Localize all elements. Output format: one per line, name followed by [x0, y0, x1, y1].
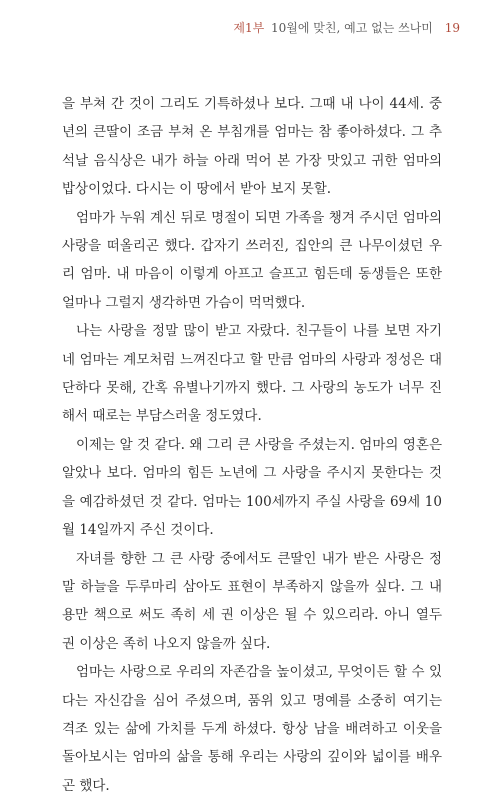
running-header: [233, 20, 460, 36]
paragraph-6: 엄마는 사랑으로 우리의 자존감을 높이셨고, 무엇이든 할 수 있다는 자신감을 심어 주셨으며, 품위 있고 명예를 소중히 여기는 격조 있는 삶에 가치를 두게 하셨다. 항상 남을 배려하고 이웃을 돌아보시는 엄마의 삶을 통해 우리는 사랑의 깊이와 넓이를 배우곤 했다.: [62, 664, 442, 794]
paragraph-1: 을 부쳐 간 것이 그리도 기특하셨나 보다. 그때 내 나이 44세. 중년의 큰딸이 조금 부쳐 온 부침개를 엄마는 참 좋아하셨다. 그 추석날 음식상은 내가 하늘 아래 먹어 본 가장 맛있고 귀한 엄마의 밥상이었다. 다시는 이 땅에서 받아 보지 못할.: [62, 96, 442, 198]
paragraph-4: 이제는 알 것 같다. 왜 그리 큰 사랑을 주셨는지. 엄마의 영혼은 알았나 보다. 엄마의 힘든 노년에 그 사랑을 주시지 못한다는 것을 예감하셨던 것 같다. 엄마는 100세까지 주실 사랑을 69세 10월 14일까지 주신 것이다.: [62, 436, 442, 539]
chapter-title: 10월에 맞친, 예고 없는 쓰나미: [271, 21, 433, 35]
paragraph-5: 자녀를 향한 그 큰 사랑 중에서도 큰딸인 내가 받은 사랑은 정말 하늘을 두루마리 삼아도 표현이 부족하지 않을까 싶다. 그 내용만 책으로 써도 족히 세 권 이상은 될 수 있으리라. 아니 열두 권 이상은 족히 나오지 않을까 싶다.: [62, 550, 442, 652]
paragraph-3: 나는 사랑을 정말 많이 받고 자랐다. 친구들이 나를 보면 자기네 엄마는 계모처럼 느껴진다고 할 만큼 엄마의 사랑과 정성은 대단하다 못해, 간혹 유별나기까지 했다. 그 사랑의 농도가 너무 진해서 때로는 부담스러울 정도였다.: [62, 323, 442, 425]
paragraph-2: 엄마가 누워 계신 뒤로 명절이 되면 가족을 챙겨 주시던 엄마의 사랑을 떠올리곤 했다. 갑자기 쓰러진, 집안의 큰 나무이셨던 우리 엄마. 내 마음이 이렇게 아프고 슬프고 힘든데 동생들은 또한 얼마나 그럴지 생각하면 가슴이 먹먹했다.: [62, 209, 442, 311]
part-label: 제1부: [233, 21, 265, 35]
body-text: [62, 90, 442, 800]
page-number: 19: [444, 21, 460, 35]
